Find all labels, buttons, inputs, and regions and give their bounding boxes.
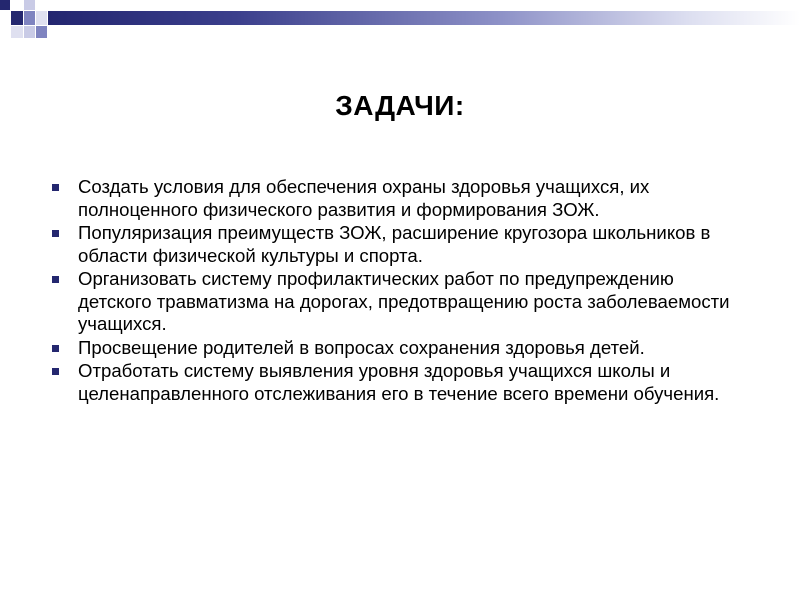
- bullet-list: [52, 176, 752, 406]
- square-bullet-icon: [52, 345, 59, 352]
- decor-square-icon: [36, 11, 47, 25]
- bullet-item: [52, 360, 752, 405]
- decor-square-icon: [24, 0, 35, 10]
- header-decoration: [0, 0, 800, 50]
- square-bullet-icon: [52, 230, 59, 237]
- decor-square-icon: [11, 11, 23, 25]
- slide-title: ЗАДАЧИ:: [335, 90, 465, 121]
- bullet-item: [52, 176, 752, 221]
- header-gradient-bar: [48, 11, 800, 25]
- bullet-text: Отработать систему выявления уровня здоровья учащихся школы и целенаправленного отслеживания его в течение всего времени обучения.: [78, 360, 720, 404]
- decor-square-icon: [24, 26, 35, 38]
- bullet-item: [52, 268, 752, 336]
- bullet-item: [52, 222, 752, 267]
- decor-square-icon: [11, 26, 23, 38]
- square-bullet-icon: [52, 368, 59, 375]
- bullet-text: Организовать систему профилактических работ по предупреждению детского травматизма на дорогах, предотвращению роста заболеваемости учащихся.: [78, 268, 730, 334]
- decor-square-icon: [0, 0, 10, 10]
- bullet-text: Просвещение родителей в вопросах сохранения здоровья детей.: [78, 336, 645, 358]
- square-bullet-icon: [52, 184, 59, 191]
- bullet-item: [52, 337, 752, 360]
- square-bullet-icon: [52, 276, 59, 283]
- decor-square-icon: [36, 26, 47, 38]
- decor-square-icon: [24, 11, 35, 25]
- bullet-text: Популяризация преимуществ ЗОЖ, расширение кругозора школьников в области физической культуры и спорта.: [78, 222, 711, 266]
- bullet-text: Создать условия для обеспечения охраны здоровья учащихся, их полноценного физического развития и формирования ЗОЖ.: [78, 176, 650, 220]
